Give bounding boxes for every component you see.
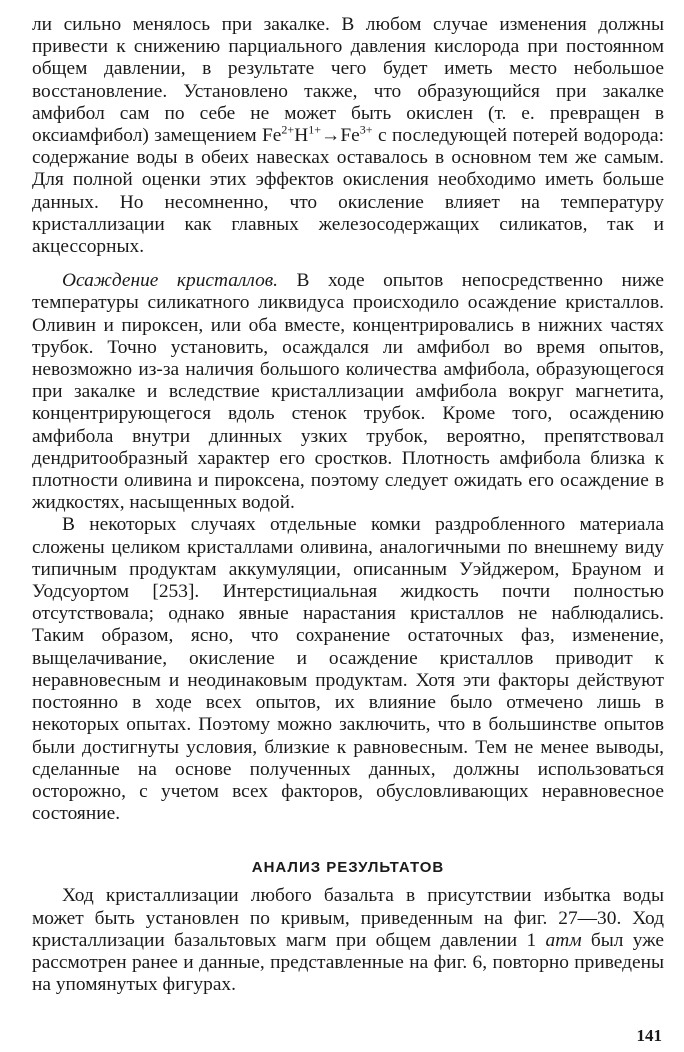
charge-superscript: 1+	[308, 122, 321, 137]
paragraph-4-text-a: Ход кристаллизации любого базальта в присутствии избытка воды может быть установлен по кривым, приведенным на фиг. 27—30. Ход кристаллизации базальтовых магм при общем давлении 1	[32, 885, 664, 951]
charge-superscript: 3+	[359, 122, 373, 137]
paragraph-4	[32, 885, 664, 996]
paragraph-3	[32, 514, 664, 825]
page-body	[32, 14, 664, 996]
charge-superscript: 2+	[281, 122, 295, 137]
paragraph-2-text: В ходе опытов непосредственно ниже температуры силикатного ликвидуса происходило осаждение кристаллов. Оливин и пироксен, или оба вместе, концентрировались в нижних частях трубок. Точно установить, осаждался ли амфибол во время опытов, невозможно из-за наличия большого количества амфибола, образующегося при закалке и вследствие кристаллизации амфибола вокруг магнетита, концентрирующегося вдоль стенок трубок. Кроме того, осаждению амфибола внутри длинных узких трубок, вероятно, препятствовал дендритообразный характер его сростков. Плотность амфибола близка к плотности оливина и пироксена, поэтому следует ожидать его осаждение в жидкостях, насыщенных водой.	[32, 270, 664, 514]
paragraph-1-text-a: ли сильно менялось при закалке. В любом случае изменения должны привести к снижению парциального давления кислорода при постоянном общем давлении, в результате чего будет иметь место небольшое восстановление. Установлено также, что образующийся при закалке амфибол сам по себе не может быть окислен (т. е. превращен в оксиамфибол) замещением Fe	[32, 14, 664, 147]
page-number: 141	[636, 1026, 662, 1045]
run-in-heading: Осаждение кристаллов.	[62, 270, 279, 292]
section-heading: АНАЛИЗ РЕЗУЛЬТАТОВ	[251, 859, 445, 877]
paragraph-1	[32, 14, 664, 258]
paragraph-1-text-d: с последующей потерей водорода: содержание воды в обеих навесках оставалось в основном тем же самым. Для полной оценки этих эффектов окисления необходимо иметь больше данных. Но несомненно, что окисление влияет на температуру кристаллизации как главных железосодержащих силикатов, так и акцессорных.	[32, 125, 664, 258]
arrow-iron-symbol: →Fe	[321, 125, 360, 147]
hydrogen-symbol: H	[294, 125, 309, 147]
paragraph-2	[32, 270, 664, 514]
paragraph-4-text-b: был уже рассмотрен ранее и данные, представленные на фиг. 6, повторно приведены на упомянутых фигурах.	[32, 929, 664, 996]
paragraph-3-text: В некоторых случаях отдельные комки раздробленного материала сложены целиком кристаллами оливина, аналогичными по внешнему виду типичным продуктам аккумуляции, описанным Уэйджером, Брауном и Уодсуортом [253]. Интерстициальная жидкость почти полностью отсутствовала; однако явные нарастания кристаллов не наблюдались. Таким образом, ясно, что сохранение остаточных фаз, изменение, выщелачивание, окисление и осаждение кристаллов приводит к неравновесным и неодинаковым продуктам. Хотя эти факторы действуют постоянно в ходе всех опытов, их влияние было отмечено лишь в некоторых опытах. Поэтому можно заключить, что в большинстве опытов были достигнуты условия, близкие к равновесным. Тем не менее выводы, сделанные на основе полученных данных, должны использоваться осторожно, с учетом всех факторов, обусловливающих неравновесное состояние.	[32, 514, 664, 825]
unit-atm: атм	[545, 929, 582, 951]
